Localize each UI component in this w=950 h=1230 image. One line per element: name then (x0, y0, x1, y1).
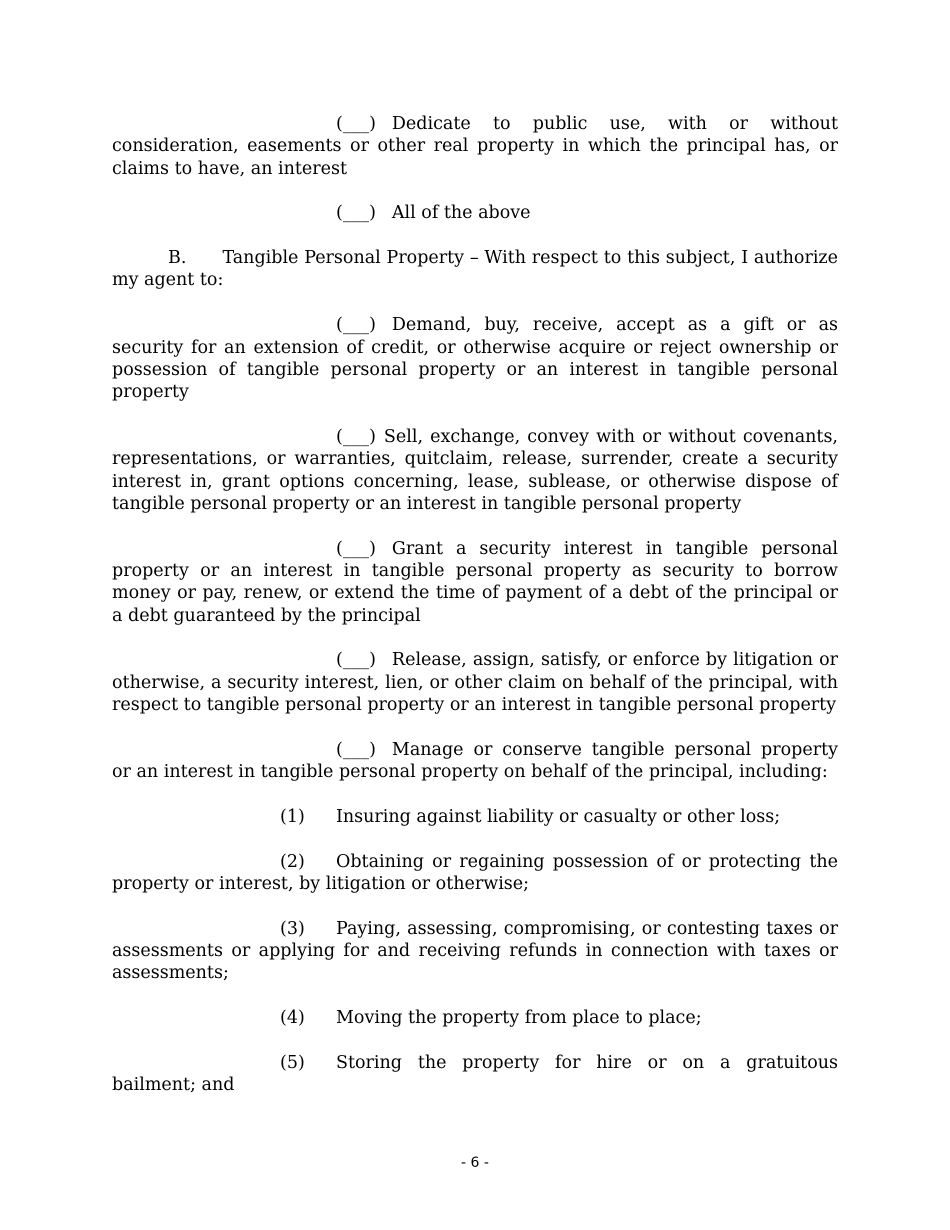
option-text: Release, assign, satisfy, or enforce by litigation or otherwise, a security interest, lien, or other claim on behalf of the principal, with respect to tangible personal property or an interest in tangible personal property (112, 650, 838, 715)
sub-item-text: Paying, assessing, compromising, or contesting taxes or assessments or applying for and receiving refunds in connection with taxes or assessments; (112, 918, 838, 984)
checkbox-blank[interactable]: (___) (336, 538, 376, 559)
sub-item-number: (2) (280, 851, 305, 872)
option-dedicate-public-use (112, 113, 838, 180)
section-text: Tangible Personal Property – With respect to this subject, I authorize my agent to: (112, 248, 838, 291)
checkbox-blank[interactable]: (___) (336, 203, 376, 224)
checkbox-blank[interactable]: (___) (336, 426, 376, 447)
checkbox-blank[interactable]: (___) (336, 650, 376, 671)
document-page (112, 113, 838, 1119)
sub-item-5 (112, 1052, 838, 1097)
sub-item-4 (112, 1007, 838, 1029)
option-text: Demand, buy, receive, accept as a gift or as security for an extension of credit, or otherwise acquire or reject ownership or possession of tangible personal property or an interest in tangible personal property (112, 315, 838, 403)
option-all-of-the-above (112, 202, 838, 224)
sub-item-text: Storing the property for hire or on a gratuitous bailment; and (112, 1052, 838, 1096)
option-manage-conserve (112, 739, 838, 784)
option-demand-buy-receive (112, 314, 838, 403)
sub-item-text: Obtaining or regaining possession of or protecting the property or interest, by litigation or otherwise; (112, 851, 838, 894)
option-text: Sell, exchange, convey with or without covenants, representations, or warranties, quitclaim, release, surrender, create a security interest in, grant options concerning, lease, sublease, or otherwise dispose of tangible personal property or an interest in tangible personal property (112, 426, 838, 514)
checkbox-blank[interactable]: (___) (336, 315, 376, 336)
sub-item-number: (1) (280, 806, 305, 827)
sub-item-number: (5) (280, 1052, 305, 1073)
section-heading-b (112, 247, 838, 292)
option-text: Manage or conserve tangible personal property or an interest in tangible personal property on behalf of the principal, including: (112, 739, 838, 783)
sub-item-3 (112, 918, 838, 985)
sub-item-1 (112, 806, 838, 828)
checkbox-blank[interactable]: (___) (336, 739, 376, 760)
option-grant-security-interest (112, 538, 838, 627)
sub-item-text: Insuring against liability or casualty or other loss; (336, 806, 781, 827)
checkbox-blank[interactable]: (___) (336, 114, 376, 134)
page-number: - 6 - (461, 1155, 489, 1171)
sub-item-number: (4) (280, 1008, 305, 1029)
option-release-assign-satisfy (112, 649, 838, 716)
option-text: Dedicate to public use, with or without consideration, easements or other real property in which the principal has, or claims to have, an interest (112, 114, 838, 179)
sub-item-text: Moving the property from place to place; (336, 1008, 702, 1029)
option-sell-exchange-convey (112, 426, 838, 515)
option-text: Grant a security interest in tangible personal property or an interest in tangible personal property as security to borrow money or pay, renew, or extend the time of payment of a debt of the principal or a debt guaranteed by the principal (112, 538, 838, 626)
sub-item-2 (112, 851, 838, 896)
sub-item-number: (3) (280, 918, 305, 939)
section-label: B. (168, 248, 187, 269)
option-text: All of the above (391, 203, 531, 224)
